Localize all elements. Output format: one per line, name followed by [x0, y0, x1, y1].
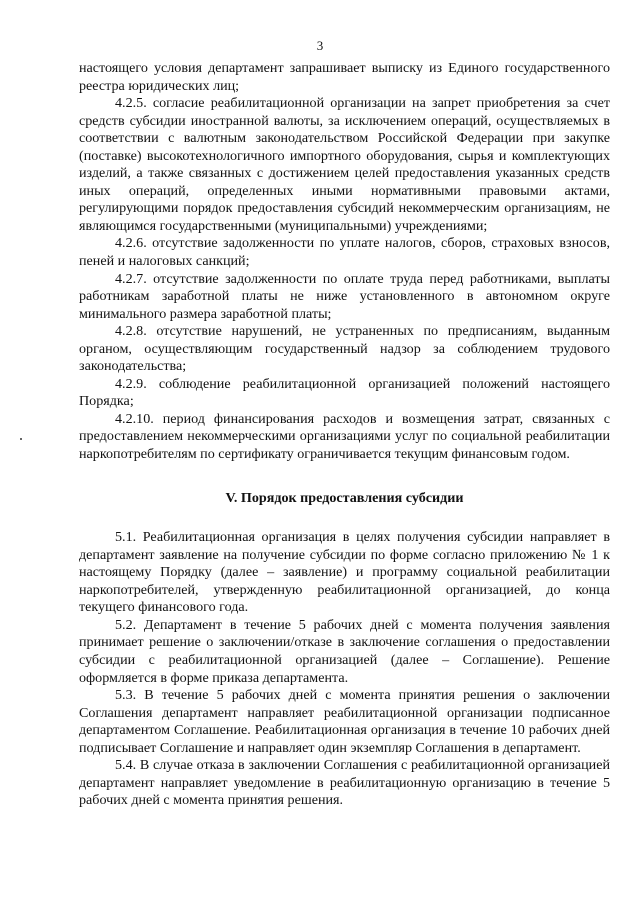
- page-number: 3: [316, 38, 324, 53]
- paragraph-continuation: настоящего условия департамент запрашивает выписку из Единого государственного реестра юридических лиц;: [79, 60, 610, 94]
- paragraph-5-2: 5.2. Департамент в течение 5 рабочих дней с момента получения заявления принимает решение о заключении/отказе в заключение соглашения о предоставлении субсидии с реабилитационной организацией (далее – Соглашение). Решение оформляется в форме приказа департамента.: [79, 616, 610, 686]
- paragraph-4-2-8: 4.2.8. отсутствие нарушений, не устраненных по предписаниям, выданным органом, осуществляющим государственный надзор за соблюдением трудового законодательства;: [79, 323, 610, 375]
- paragraph-5-4: 5.4. В случае отказа в заключении Соглашения с реабилитационной организацией департамент направляет уведомление в реабилитационную организацию в течение 5 рабочих дней с момента принятия решения.: [79, 757, 610, 809]
- paragraph-4-2-9: 4.2.9. соблюдение реабилитационной организацией положений настоящего Порядка;: [79, 375, 610, 410]
- document-body: [79, 60, 610, 810]
- paragraph-4-2-7: 4.2.7. отсутствие задолженности по оплате труда перед работниками, выплаты работникам заработной платы не ниже установленного в автономном округе минимального размера заработной платы;: [79, 270, 610, 322]
- paragraph-4-2-5: 4.2.5. согласие реабилитационной организации на запрет приобретения за счет средств субсидии иностранной валюты, за исключением операций, осуществляемых в соответствии с валютным законодательством Российской Федерации при закупке (поставке) высокотехнологичного импортного оборудования, сырья и комплектующих изделий, а также связанных с достижением целей предоставления указанных средств иных операций, определенных иными нормативными правовыми актами, регулирующими порядок предоставления субсидий некоммерческим организациям, не являющимся государственными (муниципальными) учреждениями;: [79, 95, 610, 234]
- paragraph-4-2-6: 4.2.6. отсутствие задолженности по уплате налогов, сборов, страховых взносов, пеней и налоговых санкций;: [79, 235, 610, 270]
- paragraph-5-3: 5.3. В течение 5 рабочих дней с момента принятия решения о заключении Соглашения департамент направляет реабилитационной организации подписанное департаментом Соглашение. Реабилитационная организация в течение 10 рабочих дней подписывает Соглашение и направляет один экземпляр Соглашения в департамент.: [79, 687, 610, 756]
- paragraph-4-2-10: 4.2.10. период финансирования расходов и возмещения затрат, связанных с предоставлением некоммерческими организациями услуг по социальной реабилитации наркопотребителям по сертификату ограничивается текущим финансовым годом.: [79, 410, 610, 463]
- section-heading: V. Порядок предоставления субсидии: [225, 489, 464, 506]
- paragraph-5-1: 5.1. Реабилитационная организация в целях получения субсидии направляет в департамент заявление на получение субсидии по форме согласно приложению № 1 к настоящему Порядку (далее – заявление) и программу социальной реабилитации наркопотребителей, утвержденную реабилитационной организацией, до конца текущего финансового года.: [79, 529, 610, 616]
- margin-mark: [20, 438, 22, 440]
